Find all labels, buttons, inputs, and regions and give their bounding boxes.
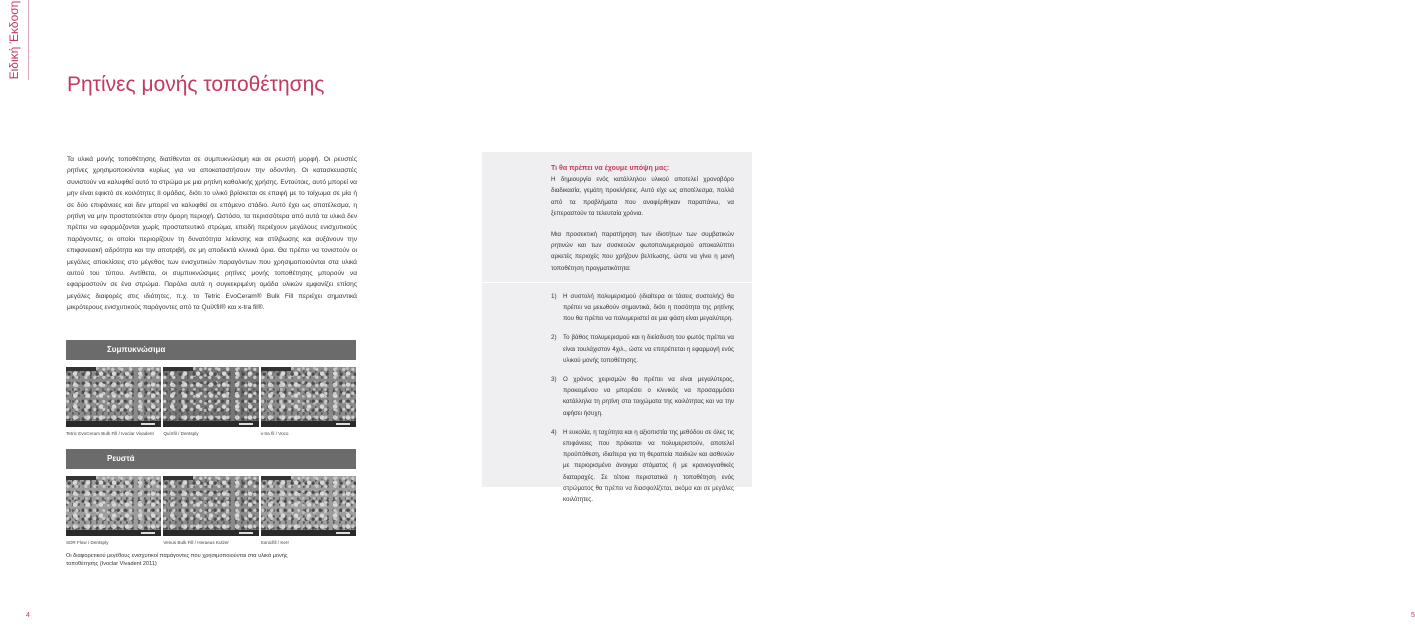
image-caption: Tetric EvoCeram Bulk Fill / Ivoclar Vivadent: [66, 431, 154, 436]
sem-tag: [66, 367, 96, 371]
image-caption: x-tra fil / Voco: [260, 431, 289, 436]
special-edition-rule: [28, 0, 29, 80]
list-number: 4): [551, 428, 557, 436]
flowables-image-row: [66, 476, 356, 536]
sem-scale-bar: [261, 530, 356, 536]
sem-scale-bar: [163, 530, 258, 536]
sidebar-list-item: [551, 374, 734, 419]
image-caption: SDR Flow / Dentsply: [66, 540, 109, 545]
sem-image-sonicfill: [261, 476, 356, 536]
sem-image-venus-bulk-fill: [163, 476, 258, 536]
sem-tag: [163, 476, 193, 480]
sidebar-lead: Η δημιουργία ενός κατάλληλου υλικού αποτελεί χρονοβόρο διαδικασία, γεμάτη προκλήσεις. Αυτό είχε ως αποτέλεσμα, πολλά από τα προβλήματα που αναφέρθηκαν παραπάνω, να ξεπεραστούν τα τελευταία χρόνια.: [551, 176, 734, 217]
page-title: Ρητίνες μονής τοποθέτησης: [67, 73, 325, 96]
sem-tag: [66, 476, 96, 480]
list-number: 2): [551, 334, 557, 342]
left-page: [0, 0, 480, 627]
list-number: 1): [551, 292, 557, 300]
page-number-right: 5: [1411, 612, 1415, 619]
sem-tag: [261, 367, 291, 371]
flowables-captions: [66, 540, 356, 545]
page-number-left: 4: [26, 612, 30, 619]
sem-image-quixfil: [163, 367, 258, 427]
special-edition-label: Ειδική Έκδοση: [7, 0, 21, 80]
sidebar-list-item: [551, 427, 734, 505]
sidebar-heading: Τι θα πρέπει να έχουμε υπόψη μας:: [551, 165, 670, 172]
list-number: 3): [551, 376, 557, 384]
sem-scale-bar: [66, 421, 161, 427]
sem-scale-bar: [163, 421, 258, 427]
image-caption: QuiXfil / Dentsply: [163, 431, 199, 436]
composites-image-row: [66, 367, 356, 427]
figure-caption: Οι διαφορετικού μεγέθους ενισχυτικοί παράγοντες που χρησιμοποιούνται στα υλικά μονής τοποθέτησης (Ivoclar Vivadent 2011): [66, 553, 288, 567]
list-text: Το βάθος πολυμερισμού και η διείσδυση του φωτός πρέπει να είναι τουλάχιστον 4χιλ., ώστε να επιτρέπεται η εφαρμογή ενός υλικού μονής τοποθέτησης.: [563, 334, 734, 364]
composites-captions: [66, 431, 356, 436]
list-text: Η συστολή πολυμερισμού (ιδιαίτερα οι τάσεις συστολής) θα πρέπει να μειωθούν σημαντικά, διότι η ποσότητα της ρητίνης που θα πρέπει να πολυμεριστεί σε μια φάση είναι μεγαλύτερη.: [563, 292, 734, 323]
sem-scale-bar: [66, 530, 161, 536]
image-caption: Venus Bulk Fill / Heraeus Kulzer: [163, 540, 229, 545]
sidebar-box: [482, 152, 752, 504]
list-text: Ο χρόνος χειρισμών θα πρέπει να είναι μεγαλύτερος, προκειμένου να μπορέσει ο κλινικός να προσαρμόσει κατάλληλα τη ρητίνη στα τοιχώματα της κοιλότητας και να την αφήσει ήσυχη.: [563, 376, 734, 417]
image-caption: Sonicfill / Kerr: [260, 540, 289, 545]
sem-scale-bar: [261, 421, 356, 427]
sem-image-tetric-evoceram: [66, 367, 161, 427]
sem-image-sdr-flow: [66, 476, 161, 536]
body-paragraph: Τα υλικά μονής τοποθέτησης διατίθενται σε συμπυκνώσιμη και σε ρευστή μορφή. Οι ρευστές ρητίνες χρησιμοποιούνται κυρίως για να αποκαταστήσουν την οδοντίνη. Οι κατασκευαστές συνιστούν να καλυφθεί αυτό το στρώμα με μια ρητίνη καθολικής χρήσης. Εντούτοις, αυτό μπορεί να μην είναι εφικτό σε κοιλότητες ΙΙ ομάδας, διότι το υλικό βρίσκεται σε επαφή με το τοίχωμα σε μία ή σε δύο επιφάνειες και δεν μπορεί να καλυφθεί σε επόμενο στάδιο. Αυτό έχει ως αποτέλεσμα, η ρητίνη να μην προστατεύεται στην όμορη περιοχή. Ωστόσο, τα περισσότερα από αυτά τα υλικά δεν πρέπει να εφαρμόζονται χωρίς προστατευτικό στρώμα, επειδή περιέχουν μεγάλους ενισχυτικούς παράγοντες, οι οποίοι περιορίζουν τη δυνατότητα λείανσης και στίλβωσης και αυξάνουν την επιφανειακή αδρότητα και την αποτριβή, σε μη αποδεκτά κλινικά όρια. Θα πρέπει να τονιστούν οι μεγάλες αποκλίσεις στο μέγεθος των ενισχυτικών παραγόντων που χρησιμοποιούνται στα υλικά αυτού του τύπου. Αντίθετα, οι συμπυκνώσιμες ρητίνες μονής τοποθέτησης μπορούν να εφαρμοστούν σε ένα στρώμα. Παρόλα αυτά η συγκεκριμένη ομάδα υλικών εμφανίζει επίσης μεγάλες διαφορές στις ιδιότητες, π.χ. το Tetric EvoCeram® Bulk Fill περιέχει σημαντικά μικρότερους ενισχυτικούς παράγοντες από τα QuiXfil® και x-tra fil®.: [67, 156, 357, 312]
sidebar-list-item: [551, 291, 734, 325]
sem-image-xtrafil: [261, 367, 356, 427]
sem-tag: [163, 367, 193, 371]
list-text: Η ευκολία, η ταχύτητα και η αξιοπιστία της μεθόδου σε όλες τις επιφάνειες που πρόκειται να πολυμεριστούν, αποτελεί προϋπόθεση, ιδιαίτερα για τη θεραπεία παιδιών και ασθενών με περιορισμένο άνοιγμα στόματος ή με κρανιογναθικές διαταραχές. Σε τέτοια περιστατικά η τοποθέτηση ενός στρώματος θα πρέπει να διασφαλίζεται, ακόμα και σε μεγάλες κοιλότητες.: [563, 428, 734, 504]
sidebar-list: [551, 291, 734, 505]
sidebar-paragraph: Μια προσεκτική παρατήρηση των ιδιοτήτων των συμβατικών ρητινών και των συσκευών φωτοπολυμερισμού αποκαλύπτει αρκετές περιοχές που χρήζουν βελτίωσης, ώστε να γίνει η μονή τοποθέτηση πραγματικότητα:: [551, 231, 734, 272]
sem-tag: [261, 476, 291, 480]
sidebar-list-item: [551, 332, 734, 366]
body-text: [67, 154, 357, 314]
composites-section-bar: Συμπυκνώσιμα: [66, 340, 356, 360]
flowables-section-bar: Ρευστά: [66, 449, 356, 469]
sidebar-divider: [482, 282, 752, 283]
